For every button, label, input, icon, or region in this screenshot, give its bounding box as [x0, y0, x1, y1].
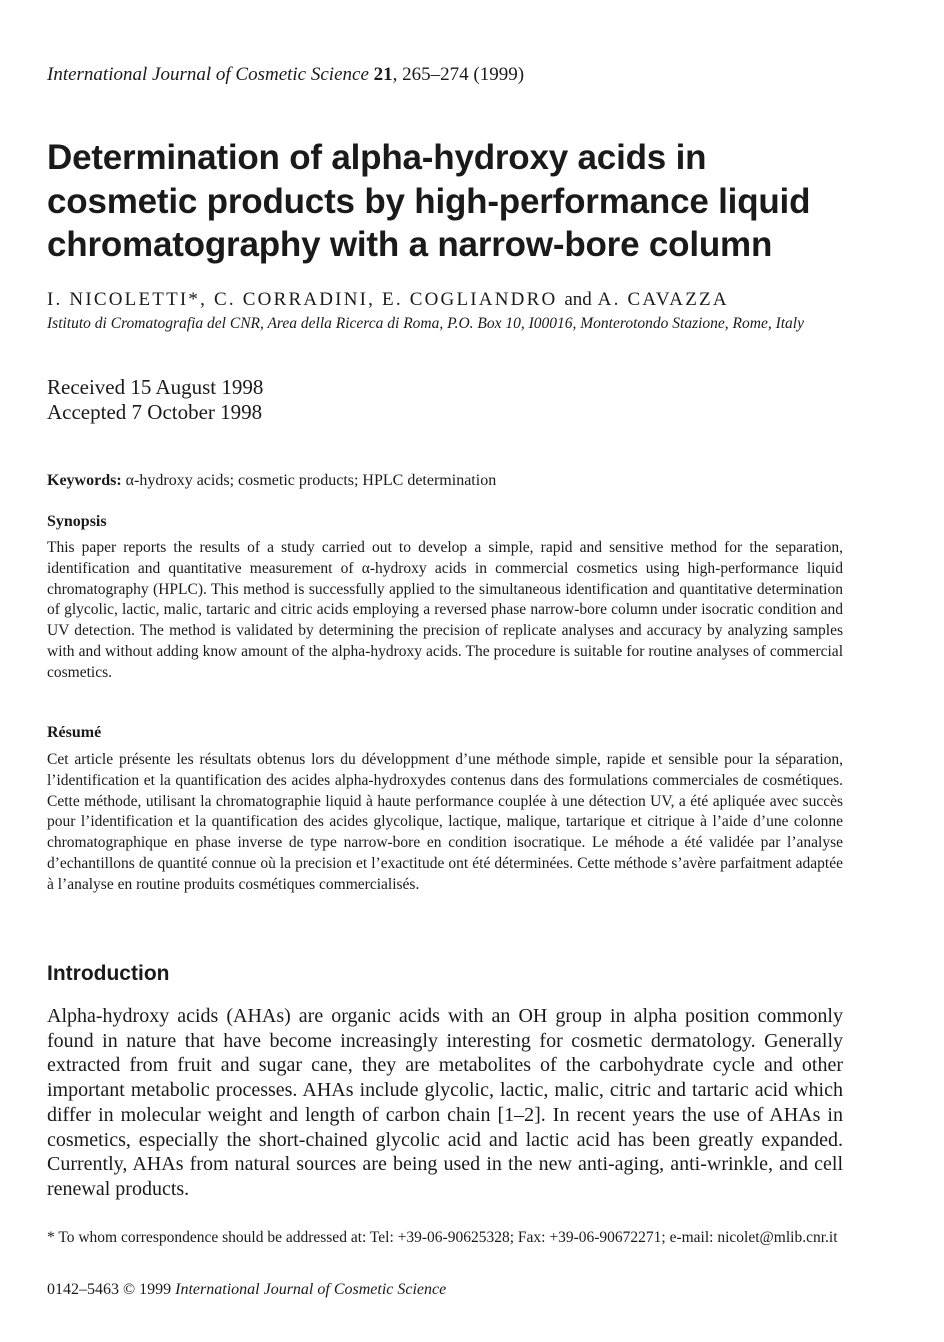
- author-names: I. NICOLETTI*, C. CORRADINI, E. COGLIANDRO: [47, 289, 558, 310]
- introduction-heading: Introduction: [47, 962, 170, 985]
- journal-citation: [47, 64, 524, 86]
- synopsis-heading: Synopsis: [47, 513, 107, 530]
- affiliation: Istituto di Cromatografia del CNR, Area della Ricerca di Roma, P.O. Box 10, I00016, Monterotondo Stazione, Rome, Italy: [47, 315, 804, 332]
- resume-heading: Résumé: [47, 724, 102, 741]
- author-last: A. CAVAZZA: [597, 289, 729, 310]
- copyright-line: [47, 1281, 446, 1299]
- synopsis-text: This paper reports the results of a study carried out to develop a simple, rapid and sensitive method for the separation, identification and quantitative measurement of α-hydroxy acids in commercial cosmetics using high-performance liquid chromatography (HPLC). This method is successfully applied to the simultaneous identification and quantitative determination of glycolic, lactic, malic, tartaric and citric acids employing a reversed phase narrow-bore column under isocratic condition and UV detection. The method is validated by determining the precision of replicate analyses and accuracy by analyzing samples with and without adding know amount of the alpha-hydroxy acids. The procedure is suitable for routine analyses of commercial cosmetics.: [47, 539, 843, 681]
- journal-name: International Journal of Cosmetic Science: [47, 64, 369, 85]
- author-list: [47, 289, 843, 311]
- title-line: chromatography with a narrow-bore column: [47, 225, 773, 264]
- author-and: and: [564, 289, 592, 310]
- title-line: Determination of alpha-hydroxy acids in: [47, 138, 707, 177]
- correspondence-footnote: * To whom correspondence should be addressed at: Tel: +39-06-90625328; Fax: +39-06-90672271; e-mail: nicolet@mlib.cnr.it: [47, 1229, 838, 1246]
- title-line: cosmetic products by high-performance liquid: [47, 181, 811, 221]
- resume-text: Cet article présente les résultats obtenus lors du développment d’une méthode simple, rapide et sensible pour la séparation, l’identification et la quantification des acides alpha-hydroxydes contenus dans des formulations commerciales de cosmétiques. Cette méthode, utilisant la chromatographie liquid à haute performance couplée à une détection UV, a été apliquée avec succès pour l’identification et la quantification des acides glycolique, lactique, malique, tartarique et citrique à l’aide d’une colonne chromatographique en phase inverse de type narrow-bore en condition isocratique. Le méhode a été validée par l’analyse d’echantillons de quantité connue où la precision et l’exactitude ont été déterminées. Cette méthode s’avère parfaitment adaptée à l’analyse en routine produits cosmétiques commercialisés.: [47, 751, 843, 893]
- journal-volume: 21: [373, 64, 393, 85]
- received-date: Received 15 August 1998: [47, 375, 264, 399]
- copyright-symbol: © 1999: [123, 1281, 172, 1298]
- journal-pages-year: , 265–274 (1999): [392, 64, 525, 85]
- keywords-label: Keywords:: [47, 472, 122, 489]
- accepted-date: Accepted 7 October 1998: [47, 400, 263, 424]
- issn-code: 0142–5463: [47, 1281, 119, 1298]
- keywords-text: α-hydroxy acids; cosmetic products; HPLC determination: [125, 472, 497, 489]
- keywords: [47, 472, 496, 490]
- paper-title: [47, 136, 843, 267]
- copyright-journal: International Journal of Cosmetic Science: [175, 1281, 447, 1298]
- article-dates: [47, 375, 263, 425]
- introduction-text: Alpha-hydroxy acids (AHAs) are organic acids with an OH group in alpha position commonly found in nature that have become increasingly interesting for cosmetic dermatology. Generally extracted from fruit and sugar cane, they are metabolites of the carbohydrate cycle and other important metabolic processes. AHAs include glycolic, lactic, malic, citric and tartaric acid which differ in molecular weight and length of carbon chain [1–2]. In recent years the use of AHAs in cosmetics, especially the short-chained glycolic acid and lactic acid has been greatly expanded. Currently, AHAs from natural sources are being used in the new anti-aging, anti-wrinkle, and cell renewal products.: [47, 1005, 843, 1200]
